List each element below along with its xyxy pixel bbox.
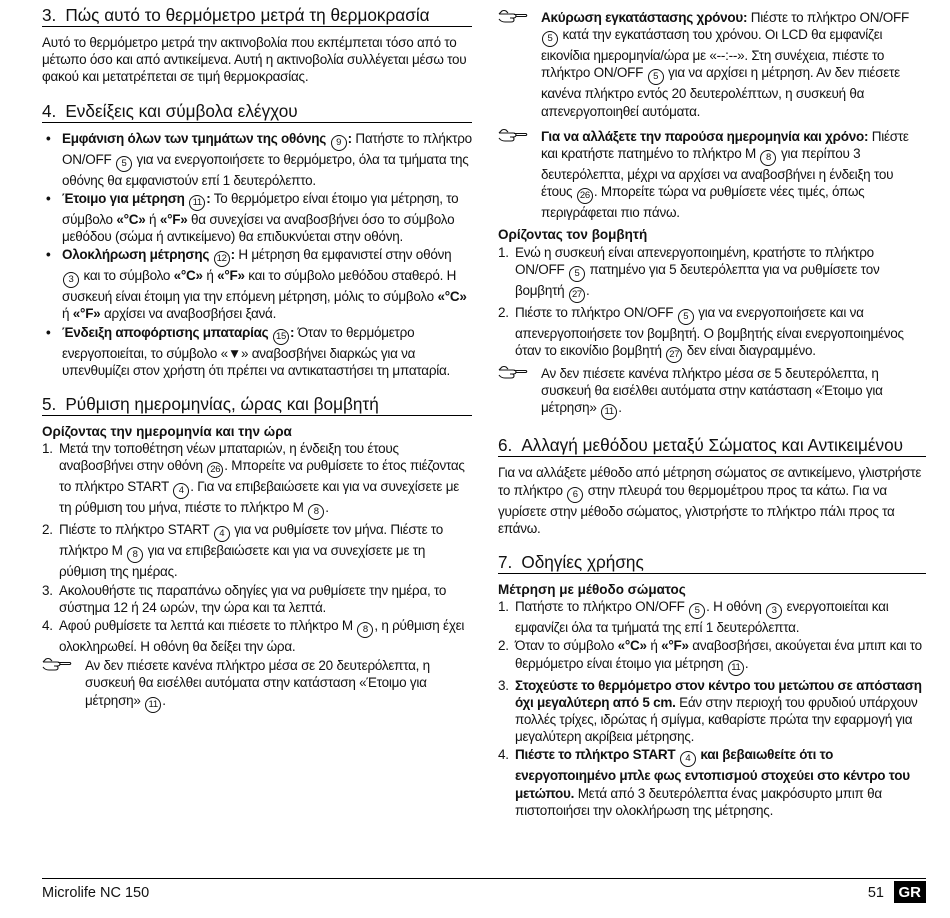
list-item: 4. Αφού ρυθμίσετε τα λεπτά και πιέσετε το πλήκτρο M 8 , η ρύθμιση έχει ολοκληρωθεί. Η οθόνη θα δείξει την ώρα. xyxy=(42,618,465,655)
date-time-steps xyxy=(42,440,472,655)
section-3 xyxy=(42,2,472,86)
product-name: Microlife NC 150 xyxy=(42,885,150,901)
pointing-hand-icon xyxy=(498,8,528,24)
page-number: 51 xyxy=(867,885,884,901)
date-time-subheading: Ορίζοντας την ημερομηνία και την ώρα xyxy=(42,424,292,440)
list-item: 2. Πιέστε το πλήκτρο START 4 για να ρυθμίσετε τον μήνα. Πιέστε το πλήκτρο M 8 για να επιβεβαιώσετε και για να συνεχίσετε με τη ρύθμιση της ημέρας. xyxy=(42,522,444,580)
list-item: 4. Πιέστε το πλήκτρο START 4 και βεβαιωθείτε ότι το ενεργοποιημένο μπλε φως εντοπισμού στοχεύει στο κέντρο του μετώπου. Μετά από 3 δευτερόλεπτα ένας μακρόσυρτο μπιπ θα πιστοποιήσει την ολοκλήρωση της μέτρησης. xyxy=(498,747,910,818)
section-4-heading: 4. Ενδείξεις και σύμβολα ελέγχου xyxy=(42,98,472,123)
list-item: • Εμφάνιση όλων των τμημάτων της οθόνης 9 : Πατήστε το πλήκτρο ON/OFF 5 για να ενεργοποιήσετε το θερμόμετρο, όλα τα τμήματα της οθόνης θα εμφανιστούν επί 1 δευτερόλεπτο. xyxy=(42,130,472,189)
section-5-heading: 5. Ρύθμιση ημερομηνίας, ώρας και βομβητή xyxy=(42,391,472,416)
pointing-hand-icon xyxy=(42,656,72,672)
beeper-subheading: Ορίζοντας τον βομβητή xyxy=(498,227,648,243)
list-item: 3. Στοχεύστε το θερμόμετρο στον κέντρο του μετώπου σε απόσταση όχι μεγαλύτερη από 5 cm. Εάν στην περιοχή του φρυδιού υπάρχουν πολλές τρίχες, ιδρώτας ή σμίγμα, καθαρίστε πρώτα την εφαρμογή για μεγαλύτερη ακρίβεια μέτρησης. xyxy=(498,677,922,745)
right-column xyxy=(498,2,926,827)
list-item: 2. Πιέστε το πλήκτρο ON/OFF 5 για να ενεργοποιήσετε και να απενεργοποιήσετε τον βομβητή. Ο βομβητής είναι ενεργοποιημένος όταν το εικονίδιο βομβητή 27 δεν είναι διαγραμμένο. xyxy=(498,304,926,363)
left-column xyxy=(42,2,472,721)
section-6-body: Για να αλλάξετε μέθοδο από μέτρηση σώματος σε αντικείμενο, γλιστρήστε το πλήκτρο 6 στην πλευρά του θερμομέτρου προς τα κάτω. Για να γυρίσετε στην μέθοδο σώματος, γλιστρήστε το πλήκτρο πάλι προς τα επάνω. xyxy=(498,465,922,536)
section-7 xyxy=(498,549,926,819)
body-mode-steps xyxy=(498,598,926,819)
beeper-steps xyxy=(498,244,926,363)
section-7-title: Οδηγίες χρήσης xyxy=(521,552,644,573)
list-item: • Ένδειξη αποφόρτισης μπαταρίας 15 : Όταν το θερμόμετρο ενεργοποιείται, το σύμβολο «▼» αναβοσβήνει διαρκώς για να υπενθυμίζει στον χρήστη ότι πρέπει να αντικαταστήσει τη μπαταρία. xyxy=(42,324,472,379)
pointing-hand-icon xyxy=(498,127,528,143)
section-3-title: Πώς αυτό το θερμόμετρο μετρά τη θερμοκρασία xyxy=(65,5,430,25)
section-3-heading: 3. Πώς αυτό το θερμόμετρο μετρά τη θερμοκρασία xyxy=(42,2,472,27)
note-cancel-time-setup: Ακύρωση εγκατάστασης χρόνου: Πιέστε το πλήκτρο ON/OFF 5 κατά την εγκατάσταση του χρόνου. Οι LCD θα εμφανίζει εικονίδια ημερομηνία/ώρα με «--:--». Στη συνέχεια, πιέστε το πλήκτρο ON/OFF 5 για να αρχίσει η μέτρηση. Αν δεν πιέσετε κανένα πλήκτρο εντός 20 δευτερολέπτων, η συσκευή θα απενεργοποιηθεί αυτόματα. xyxy=(498,9,926,120)
note-timeout-20s: Αν δεν πιέσετε κανένα πλήκτρο μέσα σε 20 δευτερόλεπτα, η συσκευή θα εισέλθει αυτόματα στην κατάσταση «Έτοιμο για μέτρηση» 11 . xyxy=(42,657,472,712)
section-4-title: Ενδείξεις και σύμβολα ελέγχου xyxy=(65,100,298,121)
list-item: 1. Μετά την τοποθέτηση νέων μπαταριών, η ένδειξη του έτους αναβοσβήνει στην οθόνη 26 . Μπορείτε να ρυθμίσετε το έτος πιέζοντας το πλήκτρο START 4 . Για να επιβεβαιώσετε και για να συνεχίσετε με τη ρύθμιση του μήνα, πιέστε το πλήκτρο M 8 . xyxy=(42,440,472,520)
symbols-list xyxy=(42,130,472,379)
list-item: • Ολοκλήρωση μέτρησης 12 : Η μέτρηση θα εμφανιστεί στην οθόνη 3 και το σύμβολο «°C» ή «°F» και το σύμβολο μεθόδου σταθερό. Η συσκευή είναι έτοιμη για την επόμενη μέτρηση, μόλις το σύμβολο «°C» ή «°F» αρχίσει να αναβοσβήσει ξανά. xyxy=(42,246,472,322)
language-badge: GR xyxy=(894,881,927,903)
section-5 xyxy=(42,391,472,713)
section-6-title: Αλλαγή μεθόδου μεταξύ Σώματος και Αντικειμένου xyxy=(521,435,904,456)
section-6-heading: 6. Αλλαγή μεθόδου μεταξύ Σώματος και Αντικειμένου xyxy=(498,432,926,457)
section-7-heading: 7. Οδηγίες χρήσης xyxy=(498,549,926,574)
section-6 xyxy=(498,432,926,537)
list-item: 3. Ακολουθήστε τις παραπάνω οδηγίες για να ρυθμίσετε την ημέρα, το σύστημα 12 ή 24 ωρών, την ώρα και τα λεπτά. xyxy=(42,582,447,615)
note-timeout-5s: Αν δεν πιέσετε κανένα πλήκτρο μέσα σε 5 δευτερόλεπτα, η συσκευή θα εισέλθει αυτόματα στην κατάσταση «Έτοιμο για μέτρηση» 11 . xyxy=(498,365,926,420)
list-item: • Έτοιμο για μέτρηση 11 : Το θερμόμετρο είναι έτοιμο για μέτρηση, το σύμβολο «°C» ή «°F» θα συνεχίσει να αναβοσβήνει όσο το σύμβολο μεθόδου (σώμα ή αντικείμενο) θα επιδυκνύεται στην οθόνη. xyxy=(42,190,472,245)
section-3-body: Αυτό το θερμόμετρο μετρά την ακτινοβολία που εκπέμπεται τόσο από το μέτωπο όσο και από αντικείμενα. Αυτή η ακτινοβολία συλλέγεται μέσω του φακού και μετατρέπεται σε τιμή θερμοκρασίας. xyxy=(42,35,467,85)
list-item: 1. Ενώ η συσκευή είναι απενεργοποιημένη, κρατήστε το πλήκτρο ON/OFF 5 πατημένο για 5 δευτερόλεπτα για να ρυθμίσετε τον βομβητή 27 . xyxy=(498,244,926,303)
note-change-date-time: Για να αλλάξετε την παρούσα ημερομηνία και χρόνο: Πιέστε και κρατήστε πατημένο το πλήκτρο M 8 για περίπου 3 δευτερόλεπτα, μέχρι να αρχίσει να αναβοσβήνει η ένδειξη του έτους 26 . Μπορείτε τώρα να ρυθμίσετε νέες τιμές, όπως περιγράφεται πιο πάνω. xyxy=(498,128,926,222)
body-mode-subheading: Μέτρηση με μέθοδο σώματος xyxy=(498,582,686,598)
list-item: 1. Πατήστε το πλήκτρο ON/OFF 5 . Η οθόνη 3 ενεργοποιείται και εμφανίζει όλα τα τμήματά της επί 1 δευτερόλεπτα. xyxy=(498,599,889,636)
list-item: 2. Όταν το σύμβολο «°C» ή «°F» αναβοσβήσει, ακούγεται ένα μπιπ και το θερμόμετρο είναι έτοιμο για μέτρηση 11 . xyxy=(498,637,926,675)
page-footer xyxy=(42,878,926,905)
pointing-hand-icon xyxy=(498,364,528,380)
section-5-title: Ρύθμιση ημερομηνίας, ώρας και βομβητή xyxy=(65,394,379,415)
section-4 xyxy=(42,98,472,379)
